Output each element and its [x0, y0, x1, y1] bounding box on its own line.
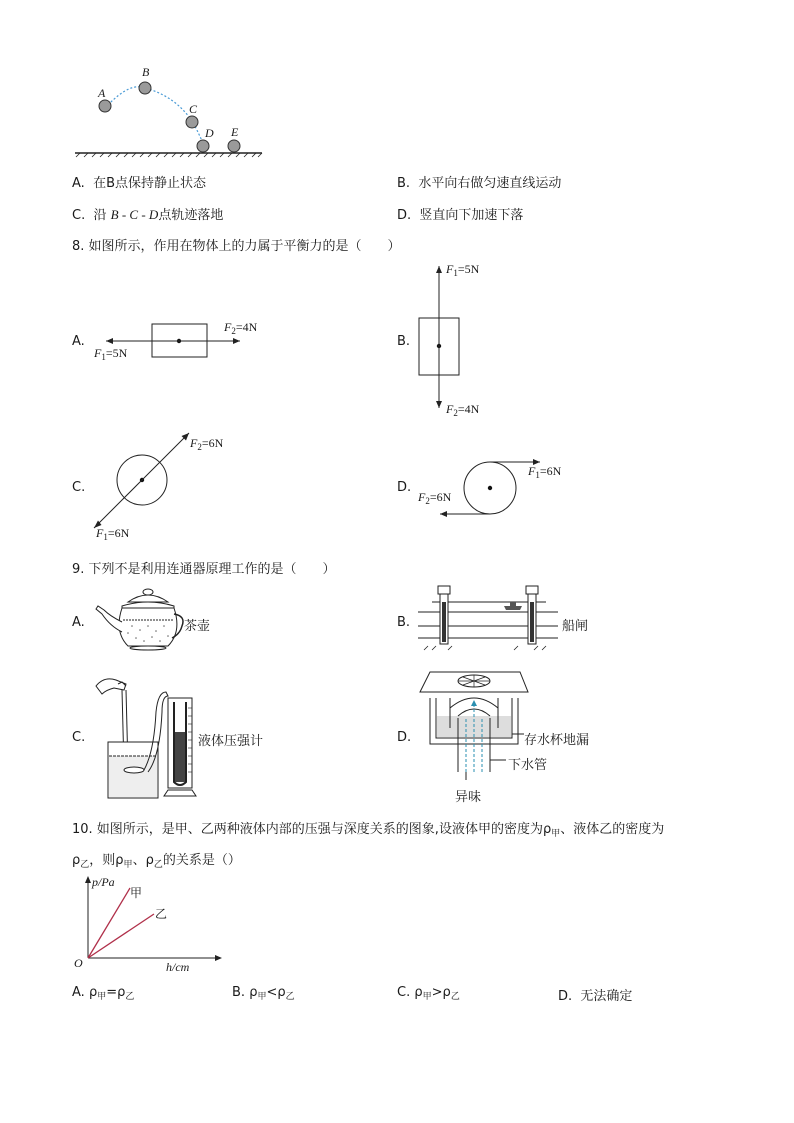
q8-option-a-letter[interactable]: A.	[72, 334, 85, 349]
point-label-b: B	[142, 65, 150, 79]
q10-option-d[interactable]: D. 无法确定	[558, 989, 633, 1004]
q8-b-f2-label: $F_2=4N$	[446, 402, 480, 418]
q7-trajectory-figure	[70, 60, 270, 160]
line-jia	[88, 888, 130, 958]
q8-c-diagram	[88, 428, 198, 538]
y-axis-label: p/Pa	[92, 875, 115, 889]
q8-stem: 8. 如图所示，作用在物体上的力属于平衡力的是（ ）	[72, 239, 401, 254]
q7-option-a[interactable]: A. 在B点保持静止状态	[72, 176, 206, 191]
ball-a	[99, 100, 111, 112]
q9-a-label: 茶壶	[184, 619, 211, 634]
ship-lock-illustration	[418, 582, 558, 654]
point-label-a: A	[98, 86, 106, 100]
line-jia-label: 甲	[130, 886, 143, 900]
q9-option-c-letter[interactable]: C.	[72, 730, 86, 745]
q8-option-d-letter[interactable]: D.	[397, 480, 412, 495]
q10-option-a[interactable]: A. $\rho_甲=\rho_乙$	[72, 985, 135, 1002]
q9-d-label-cup: 存水杯地漏	[524, 733, 590, 748]
origin-label: O	[74, 956, 83, 970]
line-yi	[88, 914, 154, 958]
q9-option-d-letter[interactable]: D.	[397, 730, 412, 745]
q8-c-f1-label: $F_1=6N$	[96, 526, 130, 542]
q8-d-f2-label: $F_2=6N$	[418, 490, 452, 506]
q7-option-b[interactable]: B. 水平向右做匀速直线运动	[397, 176, 562, 191]
point-label-d: D	[205, 126, 214, 140]
q8-b-f1-label: $F_1=5N$	[446, 262, 480, 278]
q8-option-b-letter[interactable]: B.	[397, 334, 411, 349]
q8-a-f2-label: $F_2=4N$	[224, 320, 258, 336]
line-yi-label: 乙	[155, 907, 168, 921]
q10-option-b[interactable]: B. $\rho_甲<\rho_乙$	[232, 985, 295, 1002]
q8-c-f2-label: $F_2=6N$	[190, 436, 224, 452]
q7-option-d[interactable]: D. 竖直向下加速下落	[397, 208, 524, 223]
ball-e	[228, 140, 240, 152]
q10-stem-line1: 10. 如图所示，是甲、乙两种液体内部的压强与深度关系的图象,设液体甲的密度为$\rho_甲$、液体乙的密度为	[72, 822, 665, 839]
pressure-gauge-illustration	[92, 672, 202, 802]
ball-b	[139, 82, 151, 94]
q9-c-label: 液体压强计	[198, 734, 264, 749]
q8-option-c-letter[interactable]: C.	[72, 480, 86, 495]
q9-b-label: 船闸	[562, 619, 589, 634]
q7-option-c[interactable]: C. 沿 B - C - D点轨迹落地	[72, 207, 224, 223]
q9-stem: 9. 下列不是利用连通器原理工作的是（ ）	[72, 562, 336, 577]
q10-stem-line2: $\rho_乙$，则$\rho_甲$、$\rho_乙$的关系是（）	[72, 853, 241, 870]
q9-option-b-letter[interactable]: B.	[397, 615, 411, 630]
q8-d-f1-label: $F_1=6N$	[528, 464, 562, 480]
q8-b-diagram	[410, 262, 470, 412]
point-label-e: E	[231, 125, 239, 139]
q10-option-c[interactable]: C. $\rho_甲>\rho_乙$	[397, 985, 460, 1002]
q9-d-label-smell: 异味	[455, 790, 482, 805]
q9-d-label-pipe: 下水管	[508, 758, 548, 773]
q8-a-f1-label: $F_1=5N$	[94, 346, 128, 362]
ball-c	[186, 116, 198, 128]
q9-option-a-letter[interactable]: A.	[72, 615, 85, 630]
teapot-illustration	[92, 586, 184, 656]
x-axis-label: h/cm	[166, 960, 190, 974]
point-label-c: C	[189, 102, 198, 116]
ball-d	[197, 140, 209, 152]
